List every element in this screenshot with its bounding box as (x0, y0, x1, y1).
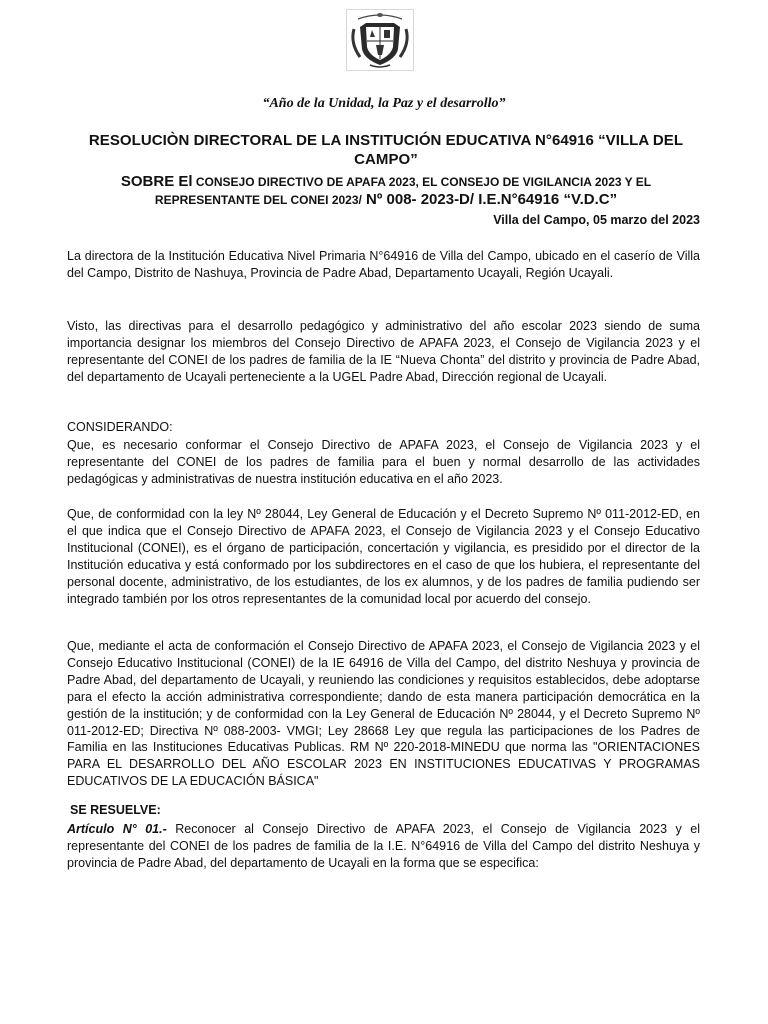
article-1 (67, 821, 700, 872)
resolution-subtitle (70, 173, 702, 209)
article-1-label: Artículo N° 01.- (67, 822, 167, 836)
subtitle-body: CONSEJO DIRECTIVO DE APAFA 2023, EL CONSEJO DE VIGILANCIA 2023 Y EL REPRESENTANTE DEL CONEI 2023/ (154, 175, 652, 207)
resolution-title: RESOLUCIÒN DIRECTORAL DE LA INSTITUCIÓN EDUCATIVA N°64916 “VILLA DEL CAMPO” (88, 132, 684, 168)
considerando-paragraph-1: Que, es necesario conformar el Consejo Directivo de APAFA 2023, el Consejo de Vigilancia 2023 y el representante del CONEI de los padres de familia para el buen y normal desarrollo de las actividades pedagógicas y administrativas de nuestra institución educativa en el año 2023. (67, 438, 700, 486)
intro-paragraph: La directora de la Institución Educativa Nivel Primaria N°64916 de Villa del Campo, ubicado en el caserío de Villa del Campo, Distrito de Nashuya, Provincia de Padre Abad, Departamento Ucayali, Región Ucayali. (67, 249, 700, 280)
subtitle-prefix: SOBRE El (120, 173, 193, 190)
year-motto: “Año de la Unidad, la Paz y el desarrollo” (262, 96, 506, 111)
resolution-number: Nº 008- 2023-D/ I.E.N°64916 “V.D.C” (361, 191, 618, 208)
place-date: Villa del Campo, 05 marzo del 2023 (493, 213, 700, 227)
peru-coat-of-arms-icon (346, 9, 414, 71)
article-1-text: Reconocer al Consejo Directivo de APAFA 2023, el Consejo de Vigilancia 2023 y el representante del CONEI de los padres de familia de la I.E. N°64916 de Villa del Campo del distrito Neshuya y provincia de Padre Abad, del departamento de Ucayali en la forma que se especifica: (67, 822, 700, 870)
considerando-paragraph-3: Que, mediante el acta de conformación el Consejo Directivo de APAFA 2023, el Consejo de Vigilancia 2023 y el Consejo Educativo Institucional (CONEI) de la IE 64916 de Villa del Campo, del distrito Neshuya y provincia de Padre Abad, del departamento de Ucayali, y reuniendo las condiciones y requisitos establecidos, debe adoptarse para el efecto la acción administrativa correspondiente; dando de esta manera participación democrática en la gestión de la institución; y de conformidad con la Ley General de Educación Nº 28044, y el Decreto Supremo Nº 011-2012-ED; Directiva Nº 088-2003- VMGI; Ley 28668 Ley que regula las participaciones de los Padres de Familia en las Instituciones Educativas Publicas. RM Nº 220-2018-MINEDU que norma las "ORIENTACIONES PARA EL DESARROLLO DEL AÑO ESCOLAR 2023 EN INSTITUCIONES EDUCATIVAS Y PROGRAMAS EDUCATIVOS DE LA EDUCACIÓN BÁSICA" (67, 639, 700, 789)
considerando-heading: CONSIDERANDO: (67, 420, 173, 434)
considerando-paragraph-2: Que, de conformidad con la ley Nº 28044, Ley General de Educación y el Decreto Supremo Nº 011-2012-ED, en el que indica que el Consejo Directivo de APAFA 2023, el Consejo de Vigilancia 2023 y el Consejo Educativo Institucional (CONEI), es el órgano de participación, concertación y vigilancia, es presidido por el director de la Institución educativa y está conformado por los subdirectores en el caso de que los hubiera, el representante del personal docente, administrativo, de los estudiantes, de los ex alumnos, y de los padres de familia pudiendo ser integrado también por los otros representantes de la comunidad local por acuerdo del consejo. (67, 507, 700, 606)
visto-paragraph: Visto, las directivas para el desarrollo pedagógico y administrativo del año escolar 2023 siendo de suma importancia designar los miembros del Consejo Directivo de APAFA 2023, el Consejo de Vigilancia 2023 y el representante del CONEI de los padres de familia de la IE “Nueva Chonta” del distrito y provincia de Padre Abad, del departamento de Ucayali perteneciente a la UGEL Padre Abad, Dirección regional de Ucayali. (67, 319, 700, 384)
se-resuelve-heading: SE RESUELVE: (70, 803, 161, 817)
